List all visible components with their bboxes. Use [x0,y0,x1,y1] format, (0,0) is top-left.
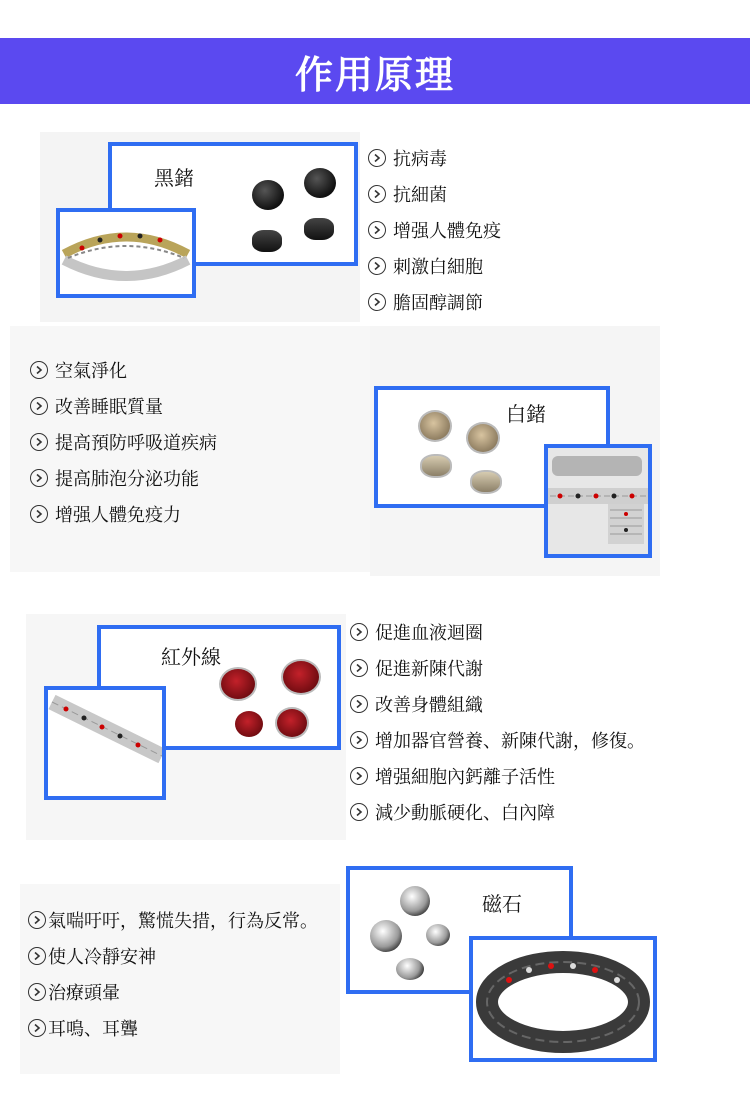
list-item: 氣喘吁吁，驚慌失措，行為反常。 [28,902,318,938]
arrow-right-icon [30,469,48,487]
list-item: 減少動脈硬化、白內障 [350,794,645,830]
list-item: 使人冷靜安神 [28,938,318,974]
arrow-right-icon [350,623,368,641]
arrow-right-icon [28,983,46,1001]
arrow-right-icon [368,221,386,239]
white-stone-2 [466,422,500,454]
white-germanium-benefits [30,352,217,532]
arrow-right-icon [30,433,48,451]
infrared-benefits [350,614,645,830]
magnet-stone-4 [396,958,424,980]
black-germanium-benefits [368,140,501,320]
arrow-right-icon [350,767,368,785]
list-item: 改善睡眠質量 [30,388,217,424]
list-item: 改善身體組織 [350,686,645,722]
infrared-label: 紅外線 [161,645,221,669]
white-bracelet-photo [544,444,652,558]
list-item: 增强人體免疫 [368,212,501,248]
list-item: 促進新陳代謝 [350,650,645,686]
white-germanium-label: 白鍺 [506,402,546,426]
magnet-bracelet-photo [469,936,657,1062]
arrow-right-icon [30,505,48,523]
black-stone-4 [304,218,334,240]
black-stone-2 [304,168,336,198]
arrow-right-icon [350,803,368,821]
arrow-right-icon [28,947,46,965]
red-stone-4 [275,707,309,739]
magnet-benefits [28,902,318,1046]
bracelet-image [548,448,648,554]
list-item: 提高預防呼吸道疾病 [30,424,217,460]
list-item: 抗細菌 [368,176,501,212]
arrow-right-icon [368,185,386,203]
magnet-stone-3 [426,924,450,946]
list-item: 治療頭暈 [28,974,318,1010]
white-stone-3 [420,454,452,478]
white-stone-1 [418,410,452,442]
list-item: 促進血液迴圈 [350,614,645,650]
list-item: 提高肺泡分泌功能 [30,460,217,496]
bracelet-image [60,212,192,294]
arrow-right-icon [368,149,386,167]
arrow-right-icon [30,397,48,415]
arrow-right-icon [28,911,46,929]
page-title: 作用原理 [294,52,455,97]
black-germanium-label: 黑鍺 [154,166,194,190]
infrared-bracelet-photo [44,686,166,800]
arrow-right-icon [350,695,368,713]
list-item: 抗病毒 [368,140,501,176]
black-stone-3 [252,230,282,252]
list-item: 增加器官營養、新陳代謝，修復。 [350,722,645,758]
red-stone-3 [235,711,263,737]
arrow-right-icon [30,361,48,379]
list-item: 耳鳴、耳聾 [28,1010,318,1046]
black-bracelet-photo [56,208,196,298]
arrow-right-icon [368,257,386,275]
arrow-right-icon [350,659,368,677]
black-stone-1 [252,180,284,210]
magnet-stone-2 [370,920,402,952]
arrow-right-icon [350,731,368,749]
arrow-right-icon [28,1019,46,1037]
bracelet-image [473,940,653,1058]
magnet-stone-1 [400,886,430,916]
list-item: 增强人體免疫力 [30,496,217,532]
white-stone-4 [470,470,502,494]
header-banner [0,38,750,104]
list-item: 增强細胞內鈣離子活性 [350,758,645,794]
red-stone-1 [219,667,257,701]
arrow-right-icon [368,293,386,311]
list-item: 膽固醇調節 [368,284,501,320]
bracelet-image [48,690,162,796]
red-stone-2 [281,659,321,695]
magnet-label: 磁石 [482,892,522,916]
list-item: 空氣淨化 [30,352,217,388]
list-item: 刺激白細胞 [368,248,501,284]
